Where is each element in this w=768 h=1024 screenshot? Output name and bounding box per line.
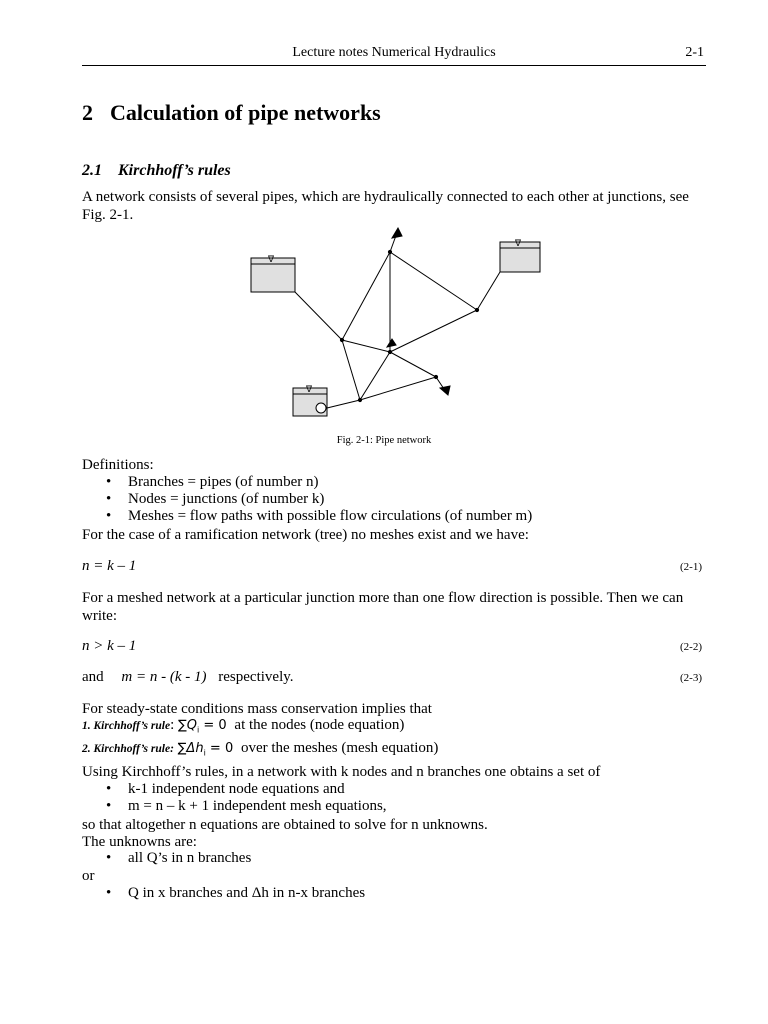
pipe xyxy=(295,292,342,340)
sum-symbol: ∑ xyxy=(177,741,187,756)
definitions-heading: Definitions: xyxy=(82,457,154,473)
outflow-arrow-icon xyxy=(440,386,450,395)
steady-state-paragraph: For steady-state conditions mass conservation implies that xyxy=(82,701,432,717)
equation-number: (2-3) xyxy=(680,672,702,684)
kirchhoff-rule-2 xyxy=(82,740,438,758)
or-text: or xyxy=(82,868,95,884)
unknowns-list-2 xyxy=(82,885,365,902)
section-number: 2.1 xyxy=(82,162,102,179)
chapter-number: 2 xyxy=(82,100,93,125)
definitions-list xyxy=(82,474,532,525)
list-item: • Q in x branches and Δh in n-x branches xyxy=(82,885,365,902)
using-list xyxy=(82,781,387,815)
rule-formula xyxy=(178,718,227,733)
equation-2-3-line xyxy=(82,669,294,686)
page-header xyxy=(82,45,706,66)
formula-subscript: i xyxy=(197,725,200,735)
water-level-icon: ∇ xyxy=(306,385,313,395)
formula-subscript: i xyxy=(203,748,206,758)
intro-paragraph: A network consists of several pipes, which are hydraulically connected to each other at junctions, see Fig. 2-1. xyxy=(82,189,689,223)
meshed-paragraph: For a meshed network at a particular junction more than one flow direction is possible. Then we can write: xyxy=(82,590,684,624)
chapter-heading xyxy=(82,100,381,126)
list-item: • Branches = pipes (of number n) xyxy=(82,474,532,491)
equation-2-3: m = n - (k - 1) xyxy=(121,669,207,685)
list-item: • all Q’s in n branches xyxy=(82,850,251,867)
section-heading xyxy=(82,162,231,180)
list-item: • Meshes = flow paths with possible flow circulations (of number m) xyxy=(82,508,532,525)
so-paragraph: so that altogether n equations are obtained to solve for n unknowns. xyxy=(82,817,488,833)
header-title: Lecture notes Numerical Hydraulics xyxy=(292,45,496,60)
unknowns-list-1 xyxy=(82,850,251,867)
formula-variable: Δh xyxy=(186,741,204,756)
pipe-network-figure xyxy=(240,222,560,422)
eq-suffix: respectively. xyxy=(218,669,294,685)
rule-label: 2. Kirchhoff’s rule: xyxy=(82,743,174,755)
list-item: • Nodes = junctions (of number k) xyxy=(82,491,532,508)
formula-variable: Q xyxy=(186,718,197,733)
outflow-arrow-icon xyxy=(387,339,396,347)
water-level-icon: ∇ xyxy=(268,255,275,265)
list-item: • m = n – k + 1 independent mesh equations, xyxy=(82,798,387,815)
eq-prefix: and xyxy=(82,669,104,685)
page-number: 2-1 xyxy=(685,45,704,60)
formula-equals: = 0 xyxy=(199,718,227,733)
list-item: • k-1 independent node equations and xyxy=(82,781,387,798)
rule-text: over the meshes (mesh equation) xyxy=(240,740,439,756)
rule-text: at the nodes (node equation) xyxy=(234,717,405,733)
tree-paragraph: For the case of a ramification network (tree) no meshes exist and we have: xyxy=(82,527,529,543)
equation-2-2: n > k – 1 xyxy=(82,638,137,654)
rule-formula xyxy=(178,741,234,756)
pump-icon xyxy=(316,403,326,413)
equation-number: (2-1) xyxy=(680,561,702,573)
sum-symbol: ∑ xyxy=(178,718,187,733)
outflow-arrow-icon xyxy=(392,228,402,238)
unknowns-heading: The unknowns are: xyxy=(82,834,197,850)
kirchhoff-rule-1 xyxy=(82,717,404,735)
using-paragraph: Using Kirchhoff’s rules, in a network with k nodes and n branches one obtains a set of xyxy=(82,764,601,780)
equation-2-1: n = k – 1 xyxy=(82,558,137,574)
water-level-icon: ∇ xyxy=(515,239,522,249)
section-title: Kirchhoff’s rules xyxy=(118,162,231,179)
chapter-title: Calculation of pipe networks xyxy=(110,100,381,125)
equation-number: (2-2) xyxy=(680,641,702,653)
rule-colon: : xyxy=(170,717,175,733)
formula-equals: = 0 xyxy=(205,741,234,756)
rule-label: 1. Kirchhoff’s rule xyxy=(82,720,171,732)
figure-caption: Fig. 2-1: Pipe network xyxy=(336,435,432,446)
